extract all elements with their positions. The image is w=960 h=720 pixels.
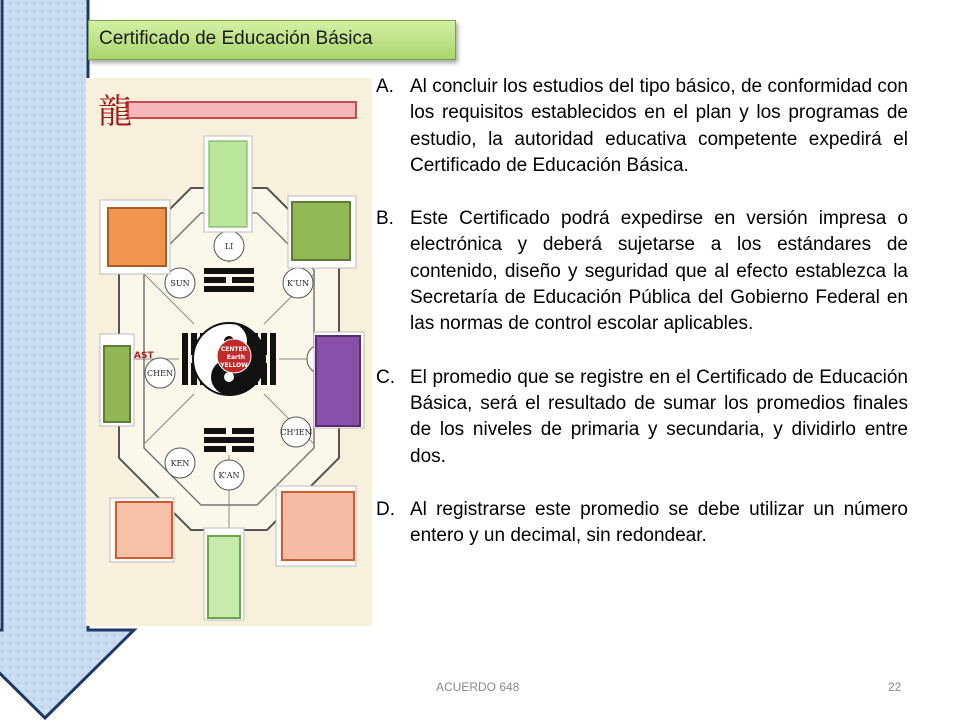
panel-bottom bbox=[208, 536, 240, 618]
item-text: Este Certificado podrá expedirse en versión impresa o electrónica y deberá sujetarse a los estándares de contenido, diseño y seguridad que al efecto establezca la Secretaría de Educación Pública del Gobierno Federal en las normas de control escolar aplicables. bbox=[410, 208, 908, 335]
panel-lower-right bbox=[282, 492, 354, 560]
panel-left bbox=[104, 346, 130, 422]
svg-text:CENTER: CENTER bbox=[220, 346, 248, 353]
item-text: El promedio que se registre en el Certificado de Educación Básica, será el resultado de sumar los promedios finales de los niveles de primaria y secundaria, y dividirlo entre dos. bbox=[410, 366, 908, 467]
svg-text:KEN: KEN bbox=[170, 459, 190, 468]
item-letter: A. bbox=[376, 76, 394, 97]
svg-text:K'UN: K'UN bbox=[287, 279, 309, 288]
item-text: Al registrarse este promedio se debe utilizar un número entero y un decimal, sin redondear. bbox=[410, 498, 908, 547]
panel-right bbox=[316, 336, 360, 426]
item-letter: D. bbox=[376, 498, 395, 520]
trigram-ken bbox=[165, 448, 195, 478]
yin-yang bbox=[193, 323, 265, 395]
list-item bbox=[376, 365, 908, 470]
list-item bbox=[376, 206, 908, 337]
item-text: Al concluir los estudios del tipo básico, de conformidad con los requisitos establecidos en el plan y los programas de estudio, la autoridad educativa competente expedirá el Certificado de Educación Básica. bbox=[410, 76, 908, 176]
panel-lower-left bbox=[116, 502, 172, 558]
svg-text:YELLOW: YELLOW bbox=[220, 362, 248, 369]
svg-text:SUN: SUN bbox=[170, 279, 190, 288]
bagua-diagram bbox=[86, 78, 372, 626]
trigram-li bbox=[214, 231, 244, 261]
trigram-kun bbox=[283, 268, 313, 298]
page-number: 22 bbox=[888, 680, 902, 694]
trigram-chien bbox=[280, 417, 311, 447]
trigram-kan bbox=[214, 460, 244, 490]
side-text: AST bbox=[134, 351, 154, 361]
footer-label: ACUERDO 648 bbox=[436, 680, 520, 694]
svg-text:K'AN: K'AN bbox=[218, 471, 240, 480]
calligraphy-symbol: 龍 bbox=[98, 92, 132, 132]
list-item bbox=[376, 74, 908, 179]
svg-text:Earth: Earth bbox=[226, 354, 246, 361]
list-item bbox=[376, 497, 908, 550]
item-letter: C. bbox=[376, 366, 395, 388]
content-list bbox=[376, 74, 908, 576]
slide-title: Certificado de Educación Básica bbox=[88, 20, 456, 60]
trigram-chen bbox=[145, 358, 175, 388]
svg-text:CHEN: CHEN bbox=[147, 369, 173, 378]
panel-upper-right bbox=[292, 202, 350, 260]
panel-top bbox=[209, 141, 247, 227]
svg-text:CH'IEN: CH'IEN bbox=[280, 428, 312, 437]
header-bar bbox=[128, 102, 356, 118]
item-letter: B. bbox=[376, 208, 394, 230]
panel-upper-left bbox=[108, 208, 166, 266]
svg-text:LI: LI bbox=[224, 242, 234, 251]
